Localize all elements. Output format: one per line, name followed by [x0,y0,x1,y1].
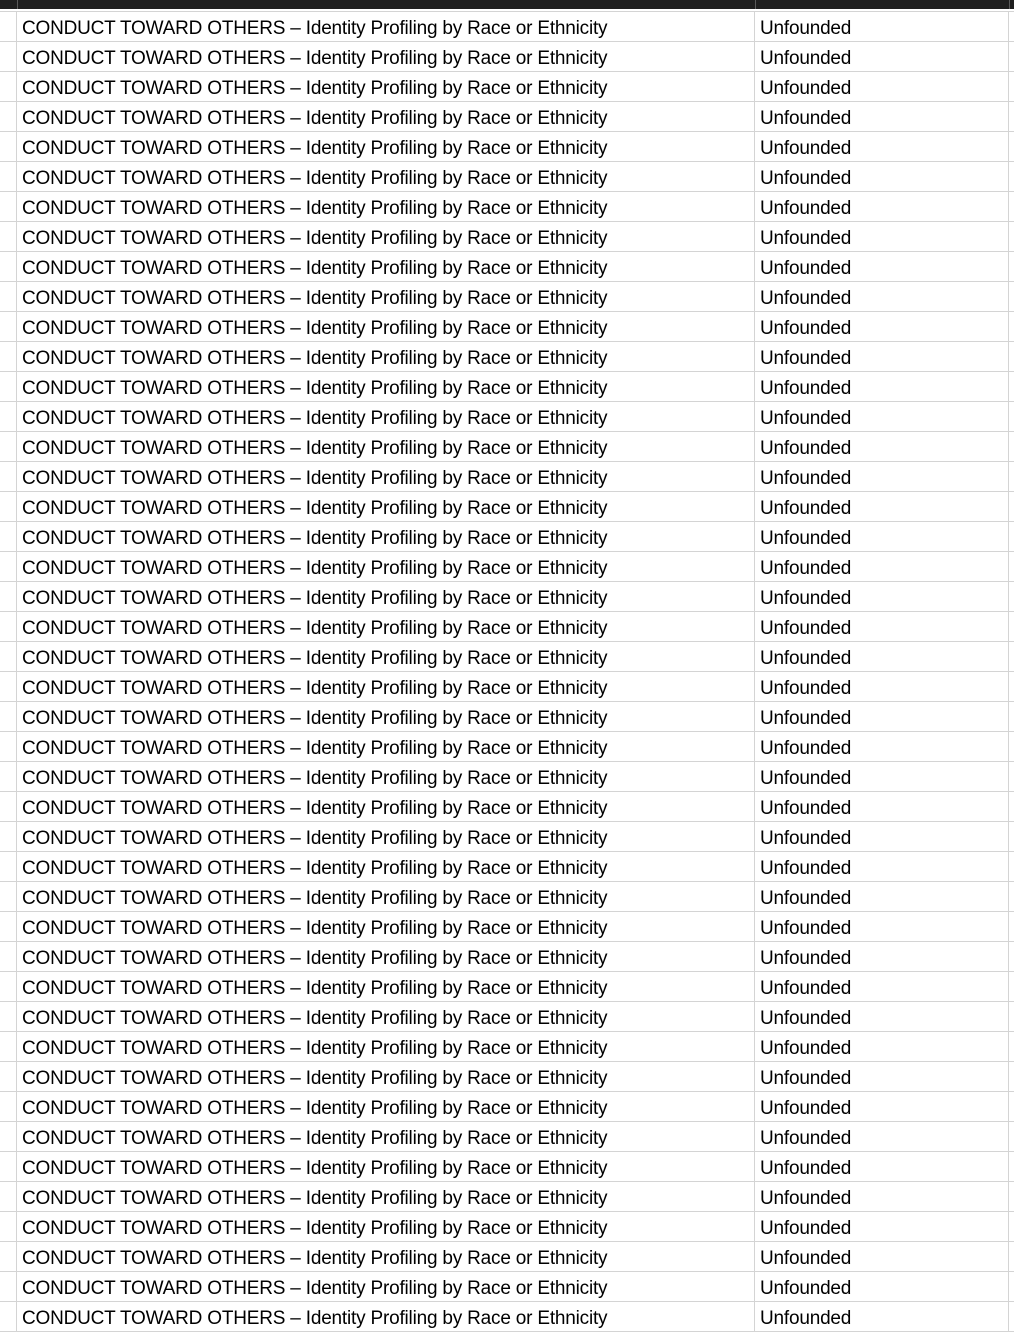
cell-description[interactable]: CONDUCT TOWARD OTHERS – Identity Profiling by Race or Ethnicity [17,582,755,611]
cell-column-d[interactable] [1009,102,1014,131]
cell-column-a[interactable] [0,252,17,281]
table-row [0,1062,1014,1092]
cell-column-d[interactable] [1009,522,1014,551]
cell-column-a[interactable] [0,72,17,101]
table-row [0,1272,1014,1302]
cell-column-d[interactable] [1009,1302,1014,1331]
cell-column-a[interactable] [0,1242,17,1271]
cell-disposition[interactable]: Unfounded [755,762,1009,791]
table-row [0,612,1014,642]
cell-description[interactable]: CONDUCT TOWARD OTHERS – Identity Profiling by Race or Ethnicity [17,72,755,101]
table-row [0,1302,1014,1332]
table-row [0,942,1014,972]
cell-description[interactable]: CONDUCT TOWARD OTHERS – Identity Profiling by Race or Ethnicity [17,192,755,221]
cell-disposition[interactable]: Unfounded [755,1212,1009,1241]
cell-column-a[interactable] [0,732,17,761]
cell-column-a[interactable] [0,762,17,791]
cell-column-a[interactable] [0,372,17,401]
cell-column-d[interactable] [1009,912,1014,941]
column-header-bar[interactable] [0,0,1014,9]
cell-column-d[interactable] [1009,822,1014,851]
cell-disposition[interactable]: Unfounded [755,1032,1009,1061]
cell-description[interactable]: CONDUCT TOWARD OTHERS – Identity Profiling by Race or Ethnicity [17,762,755,791]
table-row [0,132,1014,162]
cell-description[interactable]: CONDUCT TOWARD OTHERS – Identity Profiling by Race or Ethnicity [17,42,755,71]
cell-column-d[interactable] [1009,462,1014,491]
table-row [0,12,1014,42]
cell-disposition[interactable]: Unfounded [755,1302,1009,1331]
cell-disposition[interactable]: Unfounded [755,882,1009,911]
cell-description[interactable]: CONDUCT TOWARD OTHERS – Identity Profiling by Race or Ethnicity [17,492,755,521]
cell-column-d[interactable] [1009,582,1014,611]
cell-column-d[interactable] [1009,1182,1014,1211]
cell-column-d[interactable] [1009,72,1014,101]
cell-description[interactable]: CONDUCT TOWARD OTHERS – Identity Profiling by Race or Ethnicity [17,612,755,641]
cell-disposition[interactable]: Unfounded [755,162,1009,191]
cell-disposition[interactable]: Unfounded [755,822,1009,851]
cell-disposition[interactable]: Unfounded [755,672,1009,701]
table-row [0,1092,1014,1122]
table-row [0,42,1014,72]
cell-column-d[interactable] [1009,1212,1014,1241]
cell-description[interactable]: CONDUCT TOWARD OTHERS – Identity Profiling by Race or Ethnicity [17,282,755,311]
cell-column-d[interactable] [1009,1032,1014,1061]
table-row [0,792,1014,822]
cell-disposition[interactable]: Unfounded [755,1062,1009,1091]
cell-column-d[interactable] [1009,42,1014,71]
cell-column-a[interactable] [0,672,17,701]
cell-column-d[interactable] [1009,342,1014,371]
cell-column-a[interactable] [0,1272,17,1301]
cell-column-d[interactable] [1009,402,1014,431]
cell-column-d[interactable] [1009,792,1014,821]
table-row [0,342,1014,372]
cell-disposition[interactable]: Unfounded [755,1122,1009,1151]
cell-column-d[interactable] [1009,312,1014,341]
table-row [0,222,1014,252]
cell-disposition[interactable]: Unfounded [755,1182,1009,1211]
cell-disposition[interactable]: Unfounded [755,342,1009,371]
cell-disposition[interactable]: Unfounded [755,72,1009,101]
cell-disposition[interactable]: Unfounded [755,732,1009,761]
cell-column-d[interactable] [1009,882,1014,911]
table-row [0,492,1014,522]
cell-column-d[interactable] [1009,552,1014,581]
cell-column-a[interactable] [0,1122,17,1151]
cell-column-d[interactable] [1009,612,1014,641]
cell-description[interactable]: CONDUCT TOWARD OTHERS – Identity Profiling by Race or Ethnicity [17,852,755,881]
table-row [0,642,1014,672]
table-row [0,882,1014,912]
cell-column-a[interactable] [0,402,17,431]
cell-disposition[interactable]: Unfounded [755,912,1009,941]
cell-description[interactable]: CONDUCT TOWARD OTHERS – Identity Profiling by Race or Ethnicity [17,882,755,911]
cell-description[interactable]: CONDUCT TOWARD OTHERS – Identity Profiling by Race or Ethnicity [17,252,755,281]
cell-column-d[interactable] [1009,732,1014,761]
table-row [0,912,1014,942]
cell-description[interactable]: CONDUCT TOWARD OTHERS – Identity Profiling by Race or Ethnicity [17,552,755,581]
table-row [0,1242,1014,1272]
cell-column-d[interactable] [1009,642,1014,671]
cell-description[interactable]: CONDUCT TOWARD OTHERS – Identity Profiling by Race or Ethnicity [17,1272,755,1301]
cell-column-d[interactable] [1009,1092,1014,1121]
cell-disposition[interactable]: Unfounded [755,282,1009,311]
cell-column-d[interactable] [1009,192,1014,221]
table-row [0,1032,1014,1062]
cell-column-d[interactable] [1009,162,1014,191]
cell-disposition[interactable]: Unfounded [755,222,1009,251]
table-row [0,1002,1014,1032]
cell-column-a[interactable] [0,282,17,311]
cell-description[interactable]: CONDUCT TOWARD OTHERS – Identity Profiling by Race or Ethnicity [17,1212,755,1241]
table-row [0,522,1014,552]
cell-column-a[interactable] [0,312,17,341]
table-row [0,732,1014,762]
cell-disposition[interactable]: Unfounded [755,462,1009,491]
cell-description[interactable]: CONDUCT TOWARD OTHERS – Identity Profiling by Race or Ethnicity [17,672,755,701]
cell-column-d[interactable] [1009,972,1014,1001]
table-row [0,282,1014,312]
cell-column-a[interactable] [0,942,17,971]
cell-disposition[interactable]: Unfounded [755,522,1009,551]
cell-column-a[interactable] [0,792,17,821]
cell-disposition[interactable]: Unfounded [755,102,1009,131]
cell-column-a[interactable] [0,612,17,641]
cell-disposition[interactable]: Unfounded [755,612,1009,641]
column-divider[interactable] [755,0,756,9]
cell-column-a[interactable] [0,432,17,461]
cell-column-d[interactable] [1009,852,1014,881]
cell-column-a[interactable] [0,822,17,851]
cell-column-d[interactable] [1009,762,1014,791]
cell-column-d[interactable] [1009,1272,1014,1301]
cell-column-a[interactable] [0,192,17,221]
cell-description[interactable]: CONDUCT TOWARD OTHERS – Identity Profiling by Race or Ethnicity [17,462,755,491]
table-row [0,372,1014,402]
cell-column-d[interactable] [1009,282,1014,311]
cell-column-d[interactable] [1009,12,1014,41]
cell-description[interactable]: CONDUCT TOWARD OTHERS – Identity Profiling by Race or Ethnicity [17,312,755,341]
cell-description[interactable]: CONDUCT TOWARD OTHERS – Identity Profiling by Race or Ethnicity [17,402,755,431]
cell-description[interactable]: CONDUCT TOWARD OTHERS – Identity Profiling by Race or Ethnicity [17,642,755,671]
cell-description[interactable]: CONDUCT TOWARD OTHERS – Identity Profiling by Race or Ethnicity [17,942,755,971]
cell-description[interactable]: CONDUCT TOWARD OTHERS – Identity Profiling by Race or Ethnicity [17,162,755,191]
cell-disposition[interactable]: Unfounded [755,552,1009,581]
cell-column-d[interactable] [1009,432,1014,461]
cell-column-a[interactable] [0,42,17,71]
cell-description[interactable]: CONDUCT TOWARD OTHERS – Identity Profiling by Race or Ethnicity [17,342,755,371]
cell-description[interactable]: CONDUCT TOWARD OTHERS – Identity Profiling by Race or Ethnicity [17,372,755,401]
cell-disposition[interactable]: Unfounded [755,582,1009,611]
table-row [0,1182,1014,1212]
table-row [0,762,1014,792]
cell-column-d[interactable] [1009,1152,1014,1181]
cell-column-a[interactable] [0,552,17,581]
cell-column-a[interactable] [0,1152,17,1181]
cell-column-a[interactable] [0,1212,17,1241]
cell-column-d[interactable] [1009,372,1014,401]
cell-column-d[interactable] [1009,672,1014,701]
table-row [0,162,1014,192]
cell-column-d[interactable] [1009,942,1014,971]
cell-column-a[interactable] [0,132,17,161]
cell-column-a[interactable] [0,882,17,911]
cell-disposition[interactable]: Unfounded [755,702,1009,731]
cell-column-a[interactable] [0,1182,17,1211]
cell-disposition[interactable]: Unfounded [755,312,1009,341]
cell-column-a[interactable] [0,462,17,491]
table-row [0,192,1014,222]
cell-disposition[interactable]: Unfounded [755,852,1009,881]
cell-disposition[interactable]: Unfounded [755,972,1009,1001]
table-row [0,1212,1014,1242]
cell-column-a[interactable] [0,702,17,731]
cell-description[interactable]: CONDUCT TOWARD OTHERS – Identity Profiling by Race or Ethnicity [17,1032,755,1061]
cell-description[interactable]: CONDUCT TOWARD OTHERS – Identity Profiling by Race or Ethnicity [17,1302,755,1331]
cell-column-a[interactable] [0,1002,17,1031]
cell-disposition[interactable]: Unfounded [755,1242,1009,1271]
cell-disposition[interactable]: Unfounded [755,42,1009,71]
cell-disposition[interactable]: Unfounded [755,402,1009,431]
cell-column-d[interactable] [1009,702,1014,731]
table-row [0,822,1014,852]
cell-description[interactable]: CONDUCT TOWARD OTHERS – Identity Profiling by Race or Ethnicity [17,972,755,1001]
cell-column-a[interactable] [0,972,17,1001]
cell-description[interactable]: CONDUCT TOWARD OTHERS – Identity Profiling by Race or Ethnicity [17,792,755,821]
cell-column-a[interactable] [0,522,17,551]
cell-description[interactable]: CONDUCT TOWARD OTHERS – Identity Profiling by Race or Ethnicity [17,522,755,551]
cell-disposition[interactable]: Unfounded [755,252,1009,281]
cell-column-a[interactable] [0,222,17,251]
cell-column-d[interactable] [1009,1002,1014,1031]
cell-description[interactable]: CONDUCT TOWARD OTHERS – Identity Profiling by Race or Ethnicity [17,912,755,941]
cell-column-d[interactable] [1009,252,1014,281]
cell-description[interactable]: CONDUCT TOWARD OTHERS – Identity Profiling by Race or Ethnicity [17,1152,755,1181]
cell-disposition[interactable]: Unfounded [755,192,1009,221]
cell-disposition[interactable]: Unfounded [755,372,1009,401]
cell-disposition[interactable]: Unfounded [755,1002,1009,1031]
cell-description[interactable]: CONDUCT TOWARD OTHERS – Identity Profiling by Race or Ethnicity [17,1182,755,1211]
table-row [0,552,1014,582]
table-row [0,582,1014,612]
cell-disposition[interactable]: Unfounded [755,12,1009,41]
table-row [0,972,1014,1002]
cell-description[interactable]: CONDUCT TOWARD OTHERS – Identity Profiling by Race or Ethnicity [17,12,755,41]
cell-disposition[interactable]: Unfounded [755,642,1009,671]
cell-description[interactable]: CONDUCT TOWARD OTHERS – Identity Profiling by Race or Ethnicity [17,1062,755,1091]
table-row [0,462,1014,492]
cell-description[interactable]: CONDUCT TOWARD OTHERS – Identity Profiling by Race or Ethnicity [17,1122,755,1151]
table-row [0,1122,1014,1152]
cell-column-d[interactable] [1009,1122,1014,1151]
cell-column-a[interactable] [0,12,17,41]
cell-column-a[interactable] [0,492,17,521]
cell-description[interactable]: CONDUCT TOWARD OTHERS – Identity Profiling by Race or Ethnicity [17,732,755,761]
cell-column-d[interactable] [1009,1062,1014,1091]
cell-column-a[interactable] [0,1302,17,1331]
cell-description[interactable]: CONDUCT TOWARD OTHERS – Identity Profiling by Race or Ethnicity [17,432,755,461]
cell-disposition[interactable]: Unfounded [755,432,1009,461]
cell-description[interactable]: CONDUCT TOWARD OTHERS – Identity Profiling by Race or Ethnicity [17,702,755,731]
cell-disposition[interactable]: Unfounded [755,132,1009,161]
cell-description[interactable]: CONDUCT TOWARD OTHERS – Identity Profiling by Race or Ethnicity [17,222,755,251]
cell-description[interactable]: CONDUCT TOWARD OTHERS – Identity Profiling by Race or Ethnicity [17,102,755,131]
cell-disposition[interactable]: Unfounded [755,1092,1009,1121]
cell-disposition[interactable]: Unfounded [755,1152,1009,1181]
cell-column-d[interactable] [1009,132,1014,161]
cell-disposition[interactable]: Unfounded [755,492,1009,521]
cell-column-a[interactable] [0,1062,17,1091]
cell-description[interactable]: CONDUCT TOWARD OTHERS – Identity Profiling by Race or Ethnicity [17,132,755,161]
cell-column-d[interactable] [1009,492,1014,521]
cell-description[interactable]: CONDUCT TOWARD OTHERS – Identity Profiling by Race or Ethnicity [17,1002,755,1031]
cell-column-a[interactable] [0,582,17,611]
table-row [0,702,1014,732]
table-row [0,672,1014,702]
cell-description[interactable]: CONDUCT TOWARD OTHERS – Identity Profiling by Race or Ethnicity [17,1242,755,1271]
cell-description[interactable]: CONDUCT TOWARD OTHERS – Identity Profiling by Race or Ethnicity [17,1092,755,1121]
cell-column-a[interactable] [0,852,17,881]
table-row [0,102,1014,132]
cell-disposition[interactable]: Unfounded [755,1272,1009,1301]
table-row [0,312,1014,342]
cell-column-a[interactable] [0,1032,17,1061]
table-row [0,402,1014,432]
cell-column-a[interactable] [0,102,17,131]
cell-column-d[interactable] [1009,1242,1014,1271]
table-row [0,1152,1014,1182]
table-row [0,852,1014,882]
cell-disposition[interactable]: Unfounded [755,942,1009,971]
table-row [0,252,1014,282]
cell-column-a[interactable] [0,342,17,371]
table-row [0,432,1014,462]
cell-column-a[interactable] [0,912,17,941]
cell-column-a[interactable] [0,1092,17,1121]
column-divider[interactable] [17,0,18,9]
cell-description[interactable]: CONDUCT TOWARD OTHERS – Identity Profiling by Race or Ethnicity [17,822,755,851]
cell-disposition[interactable]: Unfounded [755,792,1009,821]
cell-column-d[interactable] [1009,222,1014,251]
table-row [0,72,1014,102]
cell-column-a[interactable] [0,642,17,671]
cell-column-a[interactable] [0,162,17,191]
column-divider[interactable] [1009,0,1010,9]
